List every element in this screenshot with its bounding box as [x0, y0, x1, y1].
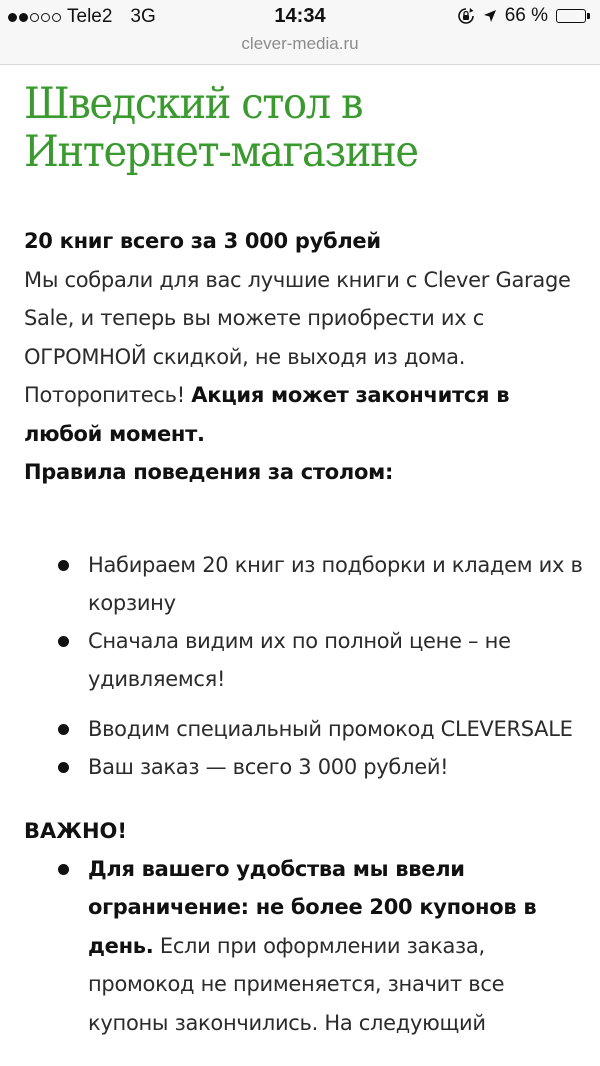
address-bar[interactable]: clever-media.ru [0, 34, 600, 65]
status-time: 14:34 [274, 5, 326, 27]
bullet-icon [58, 560, 69, 571]
status-bar [0, 0, 600, 34]
orientation-lock-icon [457, 7, 475, 25]
list-item: Сначала видим их по полной цене – не удивляемся! [24, 622, 584, 698]
status-right [457, 5, 590, 27]
important-bold-text: Для вашего удобства мы ввели ограничение: не более 200 купонов в день. [88, 856, 537, 958]
article-content [24, 80, 584, 1042]
battery-icon [556, 9, 590, 23]
page-title-line2: Интернет-магазине [24, 127, 418, 177]
location-arrow-icon [483, 9, 497, 23]
page-title-line1: Шведский стол в [24, 79, 363, 129]
network-type: 3G [130, 6, 156, 27]
list-item [24, 850, 584, 1043]
page-title [24, 80, 582, 176]
carrier-name: Tele2 [67, 6, 113, 27]
rules-heading: Правила поведения за столом: [24, 460, 394, 484]
list-item: Вводим специальный промокод CLEVERSALE [24, 710, 584, 748]
intro-text: Мы собрали для вас лучшие книги с Clever Garage Sale, и теперь вы можете приобрести их с ОГРОМНОЙ скидкой, не выходя из дома. Поторопитесь! [24, 267, 571, 407]
bullet-icon [58, 636, 69, 647]
intro-heading: 20 книг всего за 3 000 рублей [24, 229, 381, 253]
important-text: Если при оформлении заказа, промокод не применяется, значит все купоны закончились. На следующий [88, 933, 505, 1035]
bullet-icon [58, 724, 69, 735]
bullet-icon [58, 762, 69, 773]
important-heading: ВАЖНО! [24, 818, 127, 843]
important-list [24, 850, 584, 1043]
bullet-icon [58, 864, 69, 875]
promo-warning: Акция может закончится в любой момент. [24, 383, 510, 446]
rules-list [24, 546, 584, 786]
intro-paragraph [24, 222, 584, 492]
list-item: Набираем 20 книг из подборки и кладем их в корзину [24, 546, 584, 622]
battery-percent: 66 % [504, 5, 548, 26]
list-item: Ваш заказ — всего 3 000 рублей! [24, 748, 584, 786]
